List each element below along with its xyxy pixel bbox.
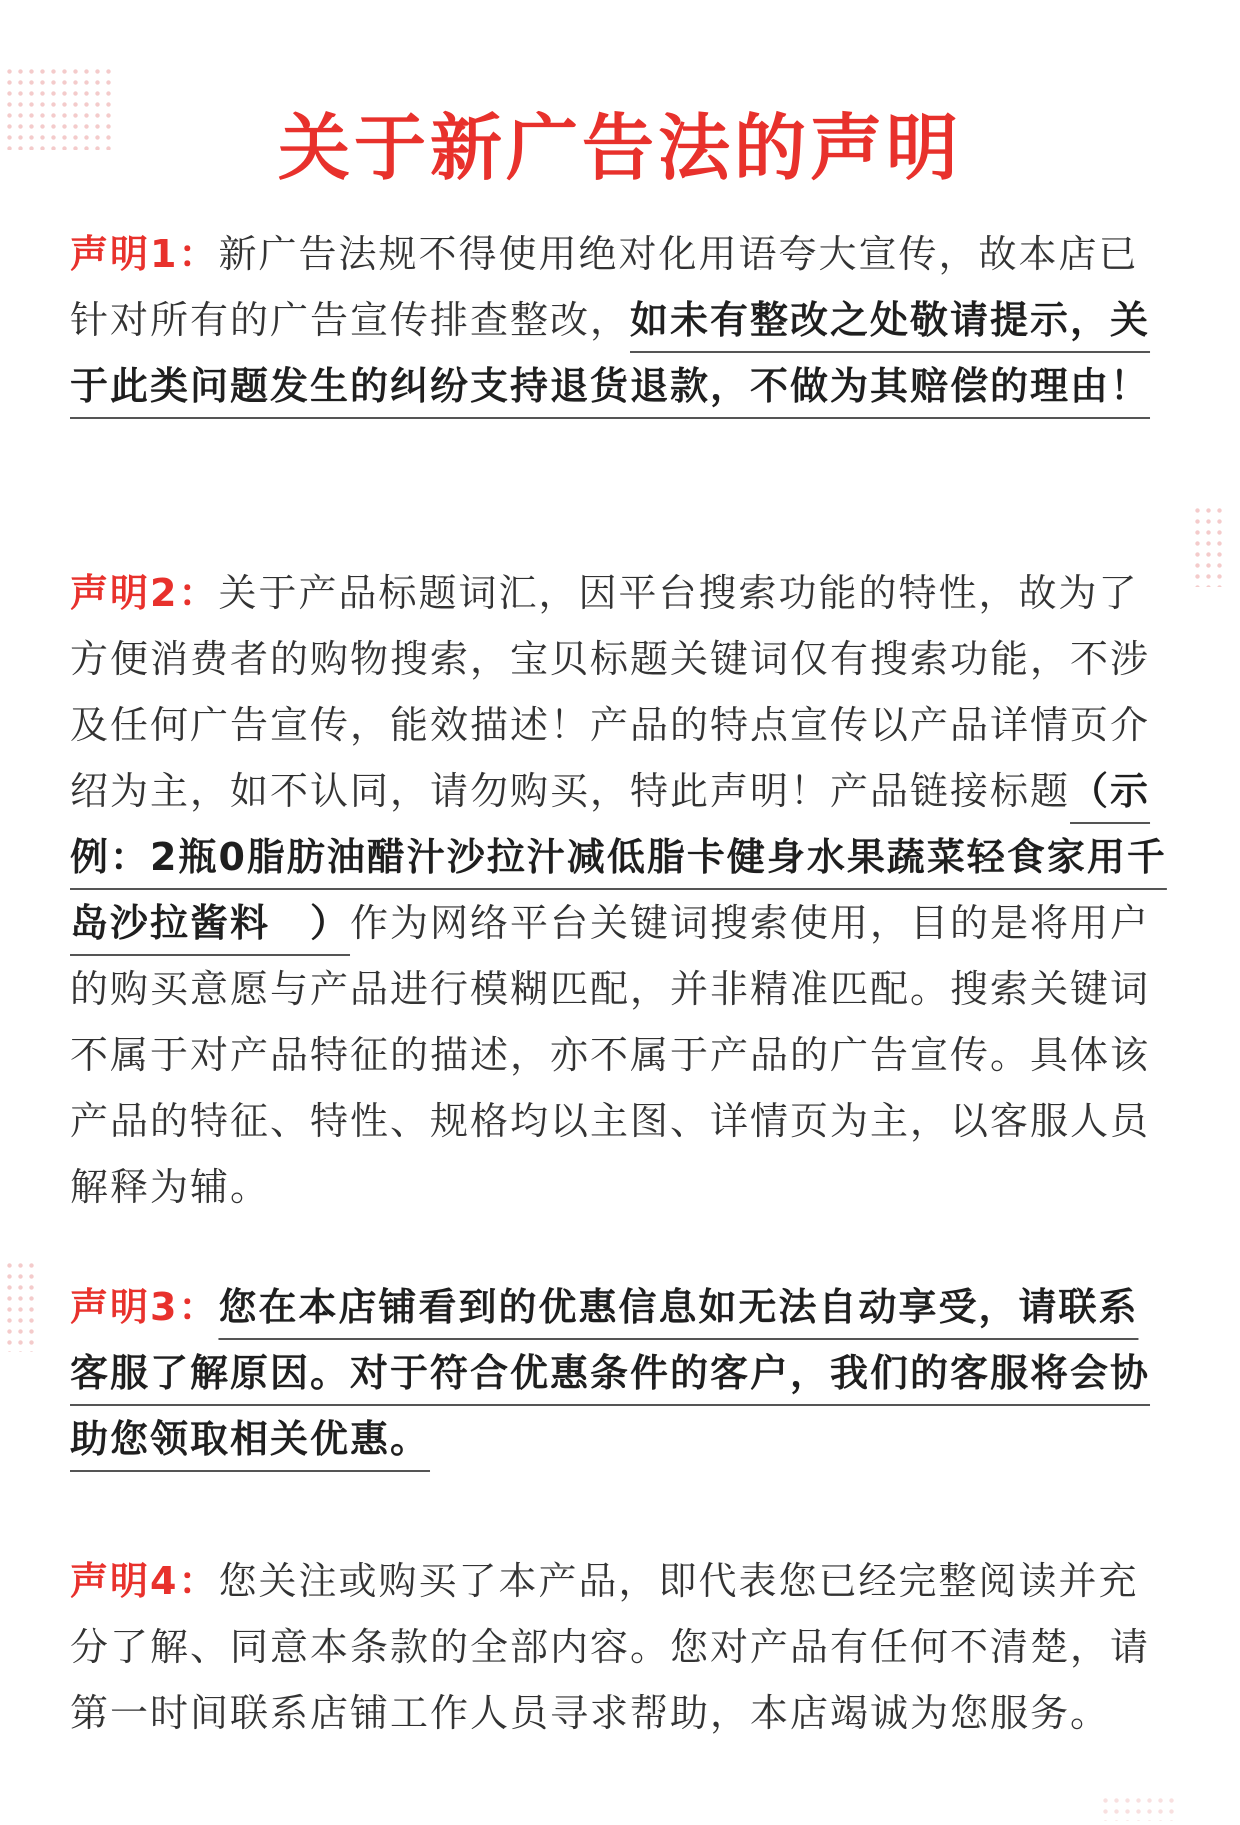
statement-text: 您关注或购买了本产品，即代表您已经完整阅读并充分了解、同意本条款的全部内容。您对产品有任何不清楚，请第一时间联系店铺工作人员寻求帮助，本店竭诚为您服务。 [70, 1559, 1151, 1735]
statement-3 [70, 1274, 1170, 1472]
decorative-dot-grid [1100, 1795, 1180, 1821]
statement-text: 新广告法规不得使用绝对化用语夸大宣传，故本店已针对所有的广告宣传排查整改， [70, 232, 1139, 342]
statement-label: 声明3： [70, 1285, 219, 1329]
statement-label: 声明2： [70, 571, 219, 615]
statement-2 [70, 560, 1170, 1220]
decorative-dot-grid [1192, 505, 1226, 587]
statement-emphasis: 如未有整改之处敬请提示，关于此类问题发生的纠纷支持退货退款，不做为其赔偿的理由！ [70, 298, 1151, 408]
statement-label: 声明1： [70, 232, 219, 276]
page-title: 关于新广告法的声明 [277, 106, 962, 190]
statement-emphasis: （示例：2瓶0脂肪油醋汁沙拉汁减低脂卡健身水果蔬菜轻食家用千岛沙拉酱料 ） [70, 769, 1167, 945]
decorative-dot-grid [4, 1260, 34, 1352]
statement-text: 关于产品标题词汇，因平台搜索功能的特性，故为了方便消费者的购物搜索，宝贝标题关键词仅有搜索功能，不涉及任何广告宣传，能效描述！产品的特点宣传以产品详情页介绍为主，如不认同，请勿购买，特此声明！产品链接标题 [70, 571, 1151, 813]
statement-label: 声明4： [70, 1559, 219, 1603]
statement-1 [70, 221, 1170, 419]
statement-text: 作为网络平台关键词搜索使用，目的是将用户的购买意愿与产品进行模糊匹配，并非精准匹配。搜索关键词不属于对产品特征的描述，亦不属于产品的广告宣传。具体该产品的特征、特性、规格均以主图、详情页为主，以客服人员解释为辅。 [70, 901, 1151, 1209]
statement-4 [70, 1548, 1170, 1746]
statement-emphasis: 您在本店铺看到的优惠信息如无法自动享受，请联系客服了解原因。对于符合优惠条件的客户，我们的客服将会协助您领取相关优惠。 [70, 1285, 1151, 1461]
